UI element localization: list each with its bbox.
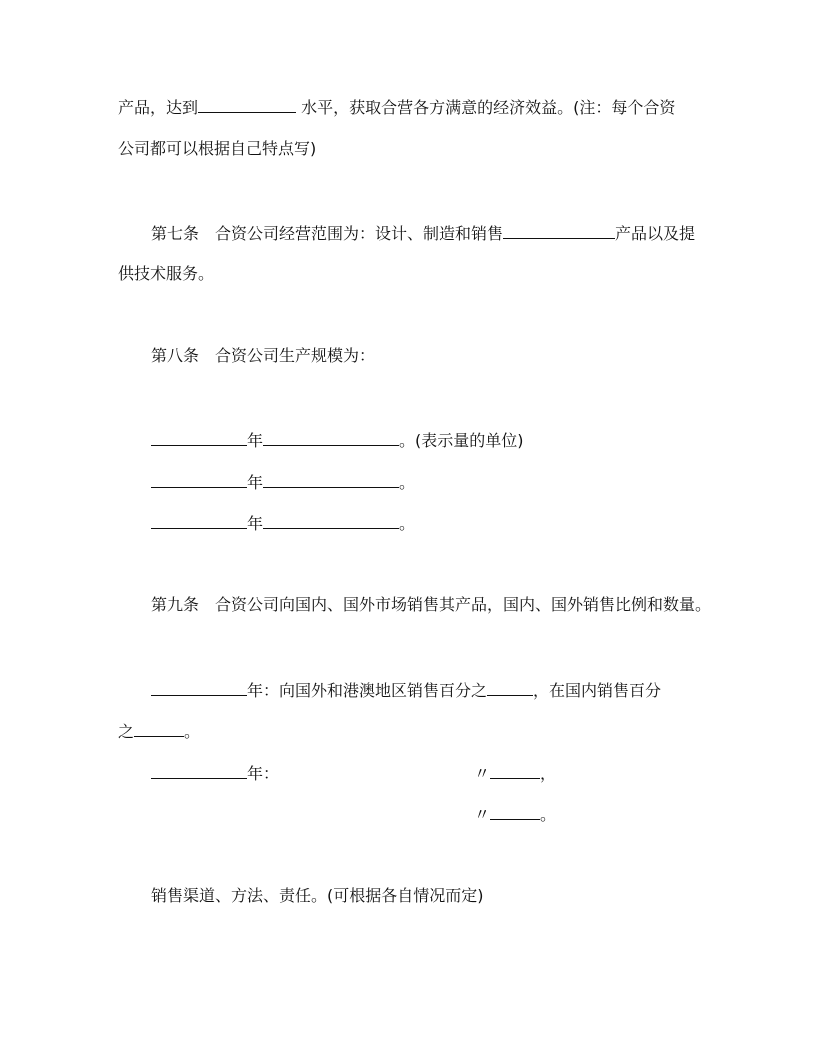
fill-in-blank [198, 96, 296, 113]
text-segment: 。 [540, 805, 557, 824]
fill-in-blank [151, 429, 247, 446]
text-segment: 年 [247, 473, 264, 492]
ditto-mark: 〃 [474, 764, 491, 783]
scale-line [151, 471, 415, 493]
text-segment: 第七条 合资公司经营范围为：设计、制造和销售 [151, 224, 504, 243]
fill-in-blank [263, 471, 399, 488]
text-segment: 年：向国外和港澳地区销售百分之 [247, 681, 488, 700]
fill-in-blank [151, 762, 247, 779]
scale-line [151, 512, 415, 534]
text-segment: 公司都可以根据自己特点写) [118, 139, 317, 158]
article-seven [151, 222, 695, 244]
text-segment: 之 [118, 722, 135, 741]
text-segment: 第九条 合资公司向国内、国外市场销售其产品，国内、国外销售比例和数量。 [151, 595, 712, 614]
ditto-mark: 〃 [474, 805, 491, 824]
text-segment: 销售渠道、方法、责任。(可根据各自情况而定) [151, 886, 484, 905]
article-nine [151, 595, 711, 615]
paragraph-line [118, 264, 214, 284]
ditto-line [474, 762, 556, 784]
sales-ratio-line [118, 720, 200, 742]
text-segment: 水平，获取合营各方满意的经济效益。(注：每个合资 [296, 98, 676, 117]
fill-in-blank [487, 679, 533, 696]
text-segment: 第八条 合资公司生产规模为： [151, 346, 376, 365]
text-segment: 年 [247, 514, 264, 533]
text-segment: 。 [184, 722, 201, 741]
fill-in-blank [151, 471, 247, 488]
fill-in-blank [490, 762, 540, 779]
paragraph-line [118, 96, 675, 118]
fill-in-blank [263, 429, 399, 446]
fill-in-blank [151, 679, 247, 696]
text-segment: 年： [247, 764, 280, 783]
ditto-line [474, 803, 556, 825]
text-segment: 产品，达到 [118, 98, 199, 117]
fill-in-blank [151, 512, 247, 529]
text-segment: ， [540, 764, 557, 783]
scale-line [151, 429, 524, 451]
fill-in-blank [503, 222, 615, 239]
text-segment: 。 [399, 514, 416, 533]
fill-in-blank [490, 803, 540, 820]
text-segment: 产品以及提 [615, 224, 696, 243]
fill-in-blank [263, 512, 399, 529]
fill-in-blank [134, 720, 184, 737]
paragraph-line [118, 139, 316, 159]
article-eight [151, 346, 375, 366]
sales-ratio-line [151, 762, 279, 784]
sales-channel-line [151, 886, 484, 906]
text-segment: 。 [399, 473, 416, 492]
text-segment: 。(表示量的单位) [399, 431, 524, 450]
text-segment: 供技术服务。 [118, 264, 215, 283]
text-segment: 年 [247, 431, 264, 450]
sales-ratio-line [151, 679, 661, 701]
text-segment: ，在国内销售百分 [533, 681, 662, 700]
